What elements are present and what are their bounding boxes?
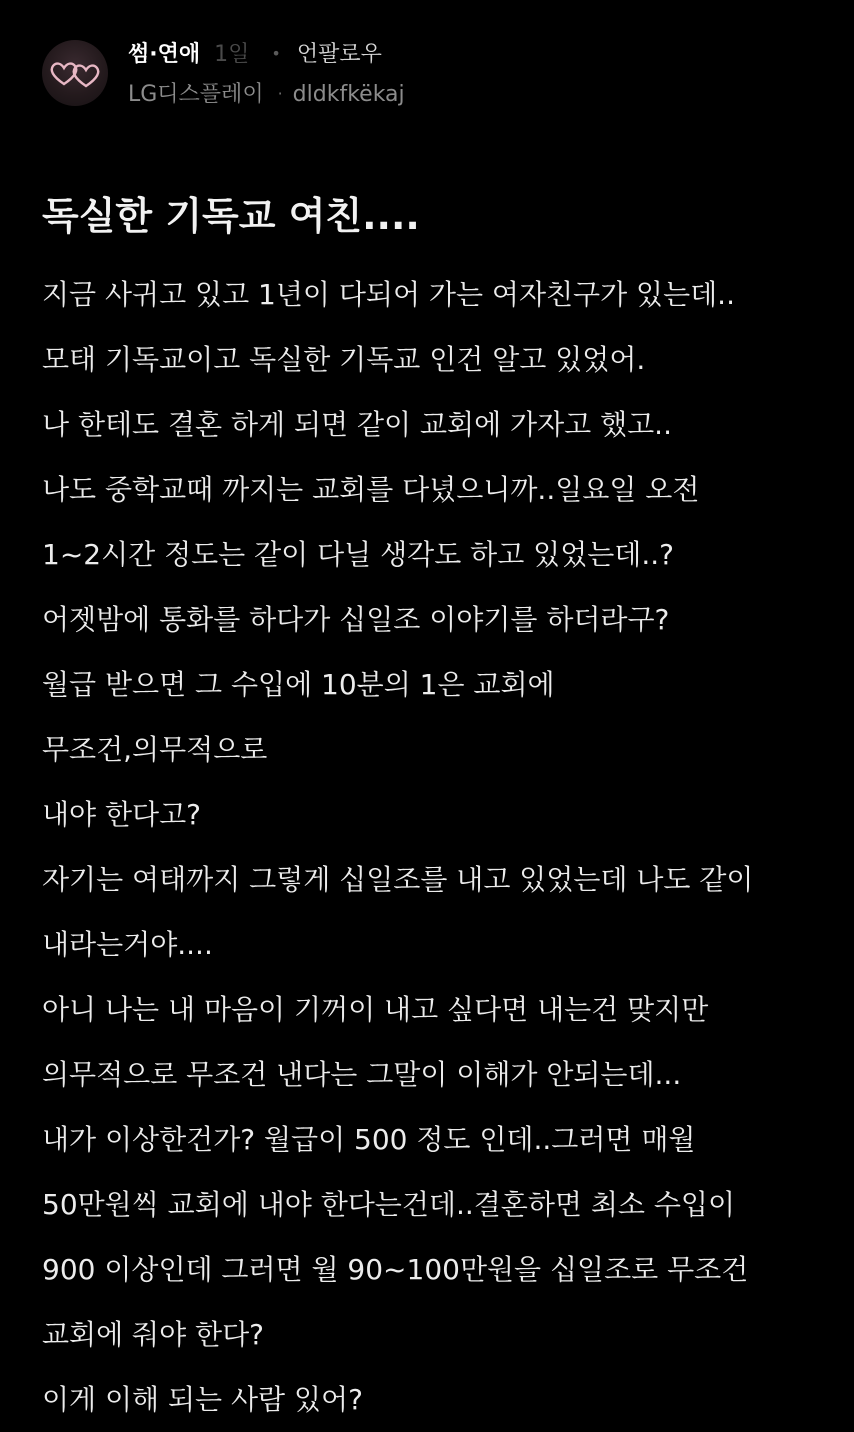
body-line: 900 이상인데 그러면 월 90~100만원을 십일조로 무조건 bbox=[42, 1253, 749, 1286]
avatar[interactable] bbox=[42, 40, 108, 106]
post-meta-author bbox=[128, 78, 405, 110]
body-line: 지금 사귀고 있고 1년이 다되어 가는 여자친구가 있는데.. bbox=[42, 278, 735, 311]
body-line: 교회에 줘야 한다? bbox=[42, 1318, 264, 1351]
unfollow-button[interactable]: 언팔로우 bbox=[296, 42, 382, 67]
body-line: 나 한테도 결혼 하게 되면 같이 교회에 가자고 했고.. bbox=[42, 408, 672, 441]
body-line: 나도 중학교때 까지는 교회를 다녔으니까..일요일 오전 bbox=[42, 473, 700, 506]
post-title: 독실한 기독교 여친.... bbox=[42, 194, 420, 238]
category-label[interactable]: 썸·연애 bbox=[128, 42, 201, 67]
body-line: 월급 받으면 그 수입에 10분의 1은 교회에 bbox=[42, 668, 555, 701]
post-body bbox=[42, 262, 832, 1432]
body-line: 50만원씩 교회에 내야 한다는건데..결혼하면 최소 수입이 bbox=[42, 1188, 735, 1221]
body-line: 내가 이상한건가? 월급이 500 정도 인데..그러면 매월 bbox=[42, 1123, 696, 1156]
body-line: 아니 나는 내 마음이 기꺼이 내고 싶다면 내는건 맞지만 bbox=[42, 993, 709, 1026]
separator-dot: · bbox=[277, 84, 283, 103]
body-line: 어젯밤에 통화를 하다가 십일조 이야기를 하더라구? bbox=[42, 603, 670, 636]
separator-dot: • bbox=[271, 44, 281, 63]
body-line: 자기는 여태까지 그렇게 십일조를 내고 있었는데 나도 같이 bbox=[42, 863, 754, 896]
post-meta-top bbox=[128, 38, 382, 70]
body-line: 내야 한다고? bbox=[42, 798, 202, 831]
heart-outline-icon bbox=[42, 40, 108, 106]
body-line: 무조건,의무적으로 bbox=[42, 733, 268, 766]
body-line: 의무적으로 무조건 낸다는 그말이 이해가 안되는데... bbox=[42, 1058, 682, 1091]
body-line: 1~2시간 정도는 같이 다닐 생각도 하고 있었는데..? bbox=[42, 538, 675, 571]
post-time: 1일 bbox=[214, 42, 250, 67]
body-line: 이게 이해 되는 사람 있어? bbox=[42, 1383, 363, 1416]
body-line: 내라는거야.... bbox=[42, 928, 213, 961]
post-header bbox=[42, 38, 802, 114]
author-company[interactable]: LG디스플레이 bbox=[128, 82, 264, 107]
body-line: 모태 기독교이고 독실한 기독교 인건 알고 있었어. bbox=[42, 343, 646, 376]
author-nickname[interactable]: dldkfkëkaj bbox=[292, 82, 405, 107]
